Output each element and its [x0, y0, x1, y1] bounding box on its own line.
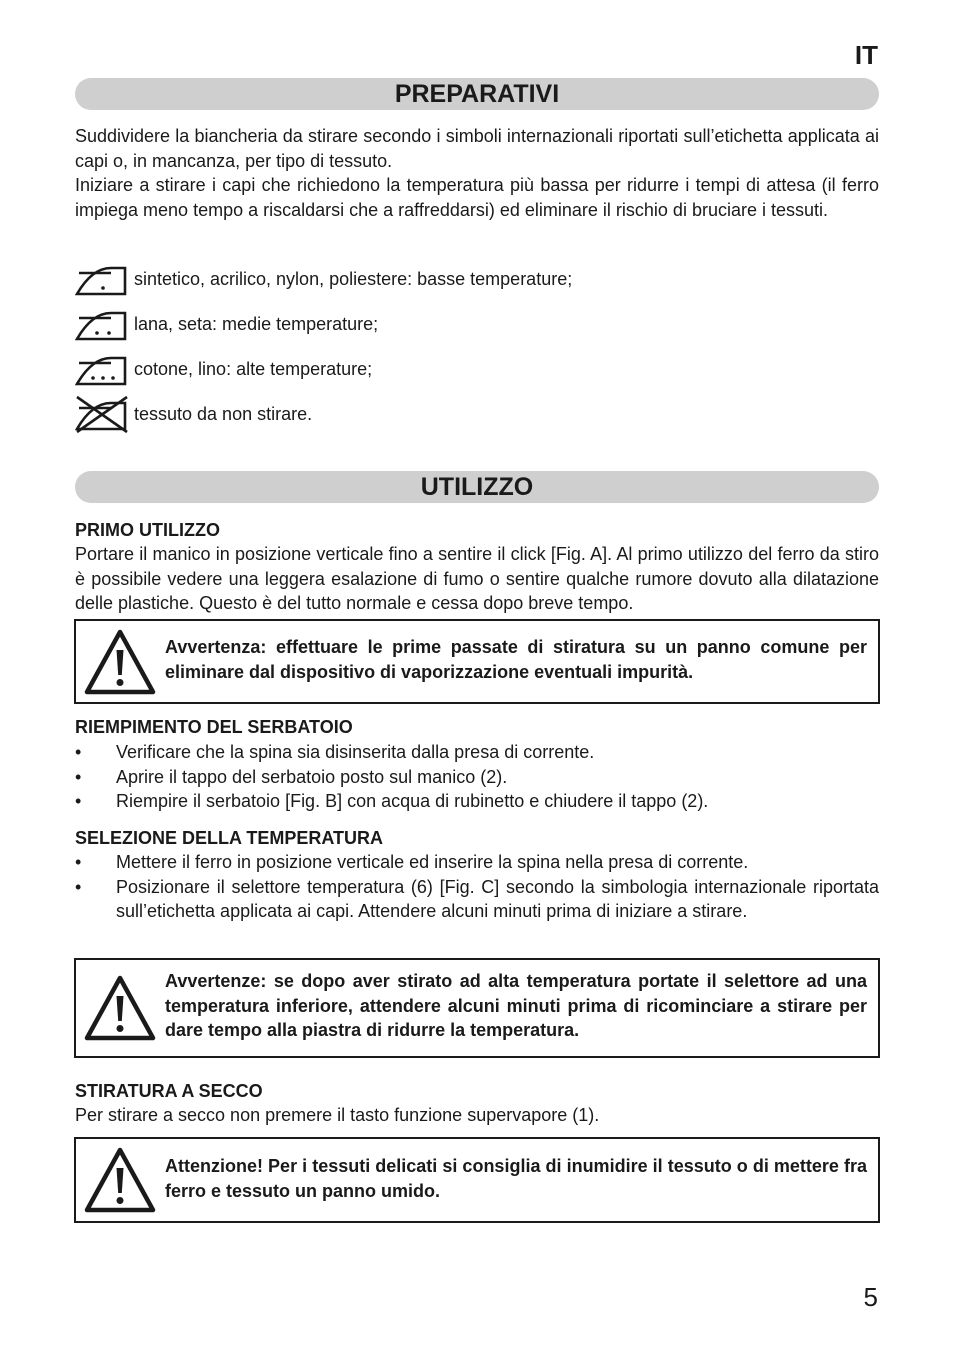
iron-crossed-icon [75, 394, 129, 434]
symbol-row-high [75, 349, 372, 389]
symbol-text-none: tessuto da non stirare. [134, 403, 313, 424]
preparativi-line-1: Suddividere la biancheria da stirare secondo i simboli internazionali riportati sull’etichetta applicata ai capi o, in mancanza, per tipo di tessuto. [75, 126, 879, 171]
iron-one-dot-icon [75, 259, 129, 299]
language-code: IT [854, 40, 878, 70]
warning-triangle-icon [84, 629, 156, 695]
list-item: • Posizionare il selettore temperatura (6) [Fig. C] secondo la simbologia internazionale riportata sull’etichetta applicata ai capi. Attendere alcuni minuti prima di iniziare a stirare. [75, 875, 879, 924]
warning-box-2 [74, 958, 880, 1058]
section-title-preparativi: PREPARATIVI [75, 78, 879, 110]
list-item: • Riempire il serbatoio [Fig. B] con acqua di rubinetto e chiudere il tappo (2). [75, 789, 879, 814]
heading-selezione: SELEZIONE DELLA TEMPERATURA [75, 828, 384, 848]
warning-triangle-icon [84, 975, 156, 1041]
preparativi-text [75, 124, 879, 222]
warning-text-3: Attenzione! Per i tessuti delicati si consiglia di inumidire il tessuto o di mettere fra ferro e tessuto un panno umido. [165, 1156, 867, 1201]
list-item: • Mettere il ferro in posizione verticale ed inserire la spina nella presa di corrente. [75, 850, 879, 875]
symbol-text-low: sintetico, acrilico, nylon, poliestere: basse temperature; [134, 268, 573, 289]
preparativi-line-2: Iniziare a stirare i capi che richiedono la temperatura più bassa per ridurre i tempi di attesa (il ferro impiega meno tempo a riscaldarsi che a raffreddarsi) ed eliminare il rischio di bruciare i tessuti. [75, 175, 879, 220]
warning-text-2: Avvertenze: se dopo aver stirato ad alta temperatura portate il selettore ad una temperatura inferiore, attendere alcuni minuti prima di ricominciare a stirare per dare tempo alla piastra di ridurre la temperatura. [165, 971, 867, 1040]
iron-two-dots-icon [75, 304, 129, 344]
primo-utilizzo-text: Portare il manico in posizione verticale fino a sentire il click [Fig. A]. Al primo utilizzo del ferro da stiro è possibile vedere una leggera esalazione di fumo o sentire qualche rumore dovuto alla dilatazione delle plastiche. Questo è del tutto normale e cessa dopo breve tempo. [75, 544, 879, 613]
page-number: 5 [863, 1282, 878, 1312]
list-item: • Verificare che la spina sia disinserita dalla presa di corrente. [75, 740, 879, 765]
warning-box-3 [74, 1137, 880, 1223]
section-title-utilizzo: UTILIZZO [75, 471, 879, 503]
list-item: • Aprire il tappo del serbatoio posto sul manico (2). [75, 765, 879, 790]
warning-box-1 [74, 619, 880, 704]
warning-text-1: Avvertenza: effettuare le prime passate di stiratura su un panno comune per eliminare dal dispositivo di vaporizzazione eventuali impurità. [165, 637, 867, 682]
heading-primo-utilizzo: PRIMO UTILIZZO [75, 520, 220, 540]
symbol-row-medium [75, 304, 378, 344]
iron-three-dots-icon [75, 349, 129, 389]
symbol-text-high: cotone, lino: alte temperature; [134, 358, 373, 379]
selezione-list [75, 850, 879, 924]
heading-stiratura-secco: STIRATURA A SECCO [75, 1081, 263, 1101]
warning-triangle-icon [84, 1147, 156, 1213]
symbol-row-low [75, 259, 572, 299]
symbol-row-none [75, 394, 312, 434]
stiratura-secco-text: Per stirare a secco non premere il tasto funzione supervapore (1). [75, 1105, 600, 1125]
heading-riempimento: RIEMPIMENTO DEL SERBATOIO [75, 717, 353, 737]
symbol-text-medium: lana, seta: medie temperature; [134, 313, 379, 334]
riempimento-list [75, 740, 879, 814]
